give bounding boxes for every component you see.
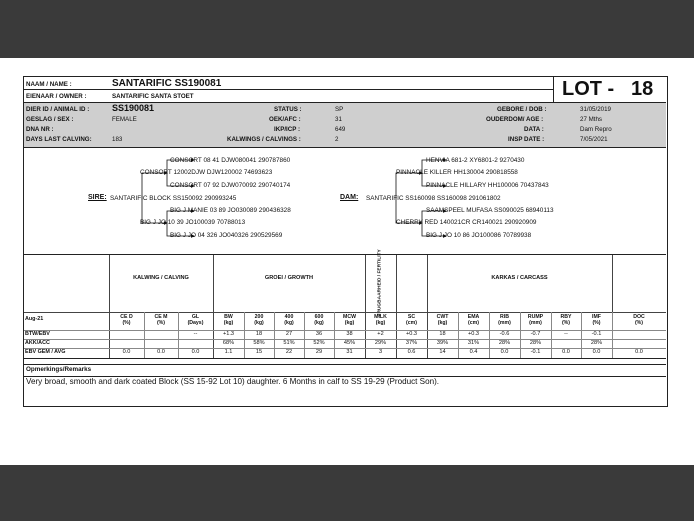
days-calving-label: DAYS LAST CALVING:	[26, 136, 92, 143]
dam-sire-sire: HENVIA 681-2 XY6801-2 9270430	[426, 157, 525, 164]
name-label: NAAM / NAME :	[26, 81, 72, 88]
insp-label: INSP DATE :	[508, 136, 545, 143]
table-cell: 22	[285, 349, 293, 355]
table-cell: 18	[439, 331, 446, 337]
sire-value: SANTARIFIC BLOCK SS150092 290993245	[110, 195, 237, 202]
status-label: STATUS :	[274, 106, 302, 113]
group-fertility: VRUGBAARHEID / FERTILITY	[377, 249, 383, 317]
column-header: RUMP (mm)	[527, 314, 544, 326]
remarks-label: Opmerkings/Remarks	[26, 366, 92, 373]
table-cell: 29%	[374, 340, 387, 346]
table-cell: -0.6	[499, 331, 510, 337]
table-cell: +0.3	[405, 331, 418, 337]
table-cell: 39%	[436, 340, 449, 346]
table-cell: 51%	[283, 340, 295, 346]
lot-sheet	[23, 76, 668, 407]
table-cell: 0.0	[635, 349, 643, 355]
table-cell: 0.6	[407, 349, 416, 355]
dam-label: DAM:	[340, 194, 359, 201]
table-cell: 58%	[253, 340, 265, 346]
kalwings-value: 2	[335, 136, 339, 143]
table-cell: 31%	[467, 340, 480, 346]
dna-label: DNA NR :	[26, 126, 54, 133]
dam-dam-sire: SAAMSPEEL MUFASA SS090025 68940113	[426, 207, 554, 214]
insp-value: 7/05/2021	[580, 136, 608, 143]
table-cell: 0.0	[191, 349, 200, 355]
data-value: Dam Repro	[580, 126, 612, 133]
table-cell: +2	[377, 331, 384, 337]
animal-id-label: DIER ID / ANIMAL ID :	[26, 106, 90, 113]
owner-label: EIENAAR / OWNER :	[26, 93, 87, 100]
table-cell: 28%	[498, 340, 511, 346]
dam-dam: CHERRY RED 140021CR CR140021 290920909	[396, 219, 537, 226]
sire-sire-sire: CONSORT 08 41 DJW080041 290787860	[170, 157, 291, 164]
column-header: CE D (%)	[120, 314, 133, 326]
table-cell: 45%	[343, 340, 356, 346]
group-calving: KALWING / CALVING	[133, 275, 189, 281]
column-header: GL (Days)	[187, 314, 204, 326]
table-cell: 36	[315, 331, 323, 337]
animal-id-value: SS190081	[112, 103, 155, 113]
age-value: 27 Mths	[580, 116, 603, 123]
column-header: SC (cm)	[406, 314, 417, 326]
table-cell: -0.1	[591, 331, 602, 337]
group-growth: GROEI / GROWTH	[264, 275, 314, 281]
sire-sire-dam: CONSORT 07 92 DJW070092 290740174	[170, 182, 291, 189]
column-header: IMF (%)	[592, 314, 601, 326]
dam-sire-dam: PINNACLE HILLARY HH100006 70437843	[426, 182, 549, 189]
sire-dam-sire: BIG J MANIE 03 89 JO030089 290436328	[170, 207, 291, 214]
sire-label: SIRE:	[88, 194, 107, 201]
dob-value: 31/05/2019	[580, 106, 611, 113]
dam-value: SANTARIFIC SS160098 SS160098 291061802	[366, 195, 501, 202]
table-cell: 0.0	[122, 349, 131, 355]
top-dark-band	[0, 0, 694, 58]
sire-sire: CONSORT 12002DJW DJW120002 74693623	[140, 169, 273, 176]
table-cell: +0.3	[467, 331, 480, 337]
table-cell: --	[193, 331, 198, 337]
table-cell: 1.1	[224, 349, 233, 355]
column-header: 400 (kg)	[284, 314, 294, 326]
column-header: RBY (%)	[560, 314, 572, 326]
oek-value: 31	[335, 116, 342, 123]
table-cell: 52%	[313, 340, 325, 346]
lot-label: LOT -	[562, 78, 615, 100]
ikp-value: 649	[335, 126, 346, 133]
table-cell: --	[564, 331, 568, 337]
table-cell: 0.0	[592, 349, 601, 355]
table-cell: 28%	[590, 340, 603, 346]
dam-sire: PINNACLE KILLER HH130004 290818558	[396, 169, 518, 176]
group-carcass: KARKAS / CARCASS	[491, 275, 548, 281]
age-label: OUDERDOM/ AGE :	[486, 116, 544, 123]
sex-value: FEMALE	[112, 116, 137, 123]
remarks-header	[24, 364, 666, 377]
table-cell: 37%	[405, 340, 418, 346]
ikp-label: IKP/ICP :	[274, 126, 301, 133]
status-value: SP	[335, 106, 344, 113]
table-cell: 27	[285, 331, 293, 337]
column-header: 600 (kg)	[314, 314, 324, 326]
table-cell: 18	[255, 331, 263, 337]
table-date-label: Aug-21	[25, 316, 44, 322]
table-cell: 0.0	[562, 349, 570, 355]
column-header: 200 (kg)	[254, 314, 264, 326]
oek-label: OEK/AFC :	[269, 116, 301, 123]
remarks-text: Very broad, smooth and dark coated Block (SS 15-92 Lot 10) daughter. 6 Months in calf to SS 19-29 (Product Son).	[26, 377, 440, 386]
table-cell: 3	[378, 349, 383, 355]
kalwings-label: KALWINGS / CALVINGS :	[227, 136, 301, 143]
column-header: RIB (mm)	[498, 314, 511, 326]
table-cell: 29	[315, 349, 323, 355]
table-cell: 28%	[529, 340, 542, 346]
days-calving-value: 183	[112, 136, 123, 143]
table-row-label: BTW/EBV	[25, 331, 50, 337]
column-header: EMA (cm)	[467, 314, 480, 326]
sire-dam: BIG J JO 10 39 JO100039 70788013	[140, 219, 246, 226]
column-header: CE M (%)	[154, 314, 168, 326]
table-cell: 0.4	[469, 349, 478, 355]
table-row-label: EBV GEM / AVG	[25, 349, 66, 355]
table-row-label: AKK/ACC	[25, 340, 50, 346]
column-header: CWT (kg)	[436, 314, 449, 326]
table-cell: 38	[346, 331, 353, 337]
lot-number: 18	[631, 78, 654, 100]
table-cell: 0.0	[500, 349, 509, 355]
column-header: MCW (kg)	[343, 314, 356, 326]
table-cell: 68%	[222, 340, 235, 346]
table-cell: 0.0	[157, 349, 165, 355]
dob-label: GEBORE / DOB :	[497, 106, 547, 113]
table-cell: -0.1	[530, 349, 541, 355]
pedigree-lines	[24, 77, 666, 254]
sex-label: GESLAG / SEX :	[26, 116, 74, 123]
dam-dam-dam: BIG J JO 10 86 JO100086 70789938	[426, 232, 532, 239]
ebv-table	[24, 249, 666, 359]
data-label: DATA :	[524, 126, 544, 133]
column-header: MILK (kg)	[374, 314, 387, 326]
table-cell: -0.7	[530, 331, 541, 337]
table-cell: 14	[439, 349, 446, 355]
sire-dam-dam: BIG J JO 04 326 JO040326 290529569	[170, 232, 283, 239]
column-header: BW (kg)	[223, 314, 234, 326]
column-header: DOC (%)	[633, 314, 645, 326]
animal-name: SANTARIFIC SS190081	[112, 78, 222, 89]
table-cell: 15	[255, 349, 263, 355]
table-cell: +1.3	[222, 331, 235, 337]
owner-value: SANTARIFIC SANTA STOET	[112, 93, 194, 100]
bottom-dark-band	[0, 465, 694, 521]
table-cell: 31	[346, 349, 353, 355]
